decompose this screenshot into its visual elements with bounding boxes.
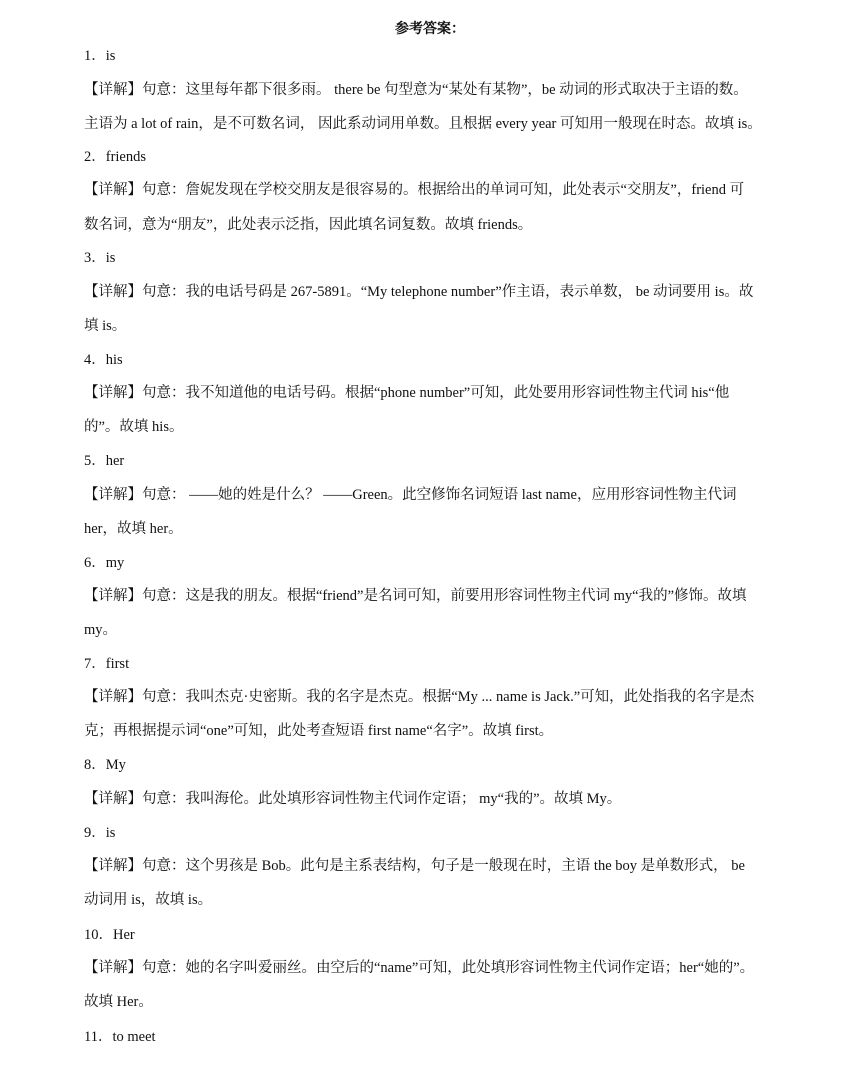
answer-line: 6．my [84,555,125,571]
answer-line: 7．first [84,656,130,672]
answer-line: 4．his [84,352,123,368]
answer-line: 9．is [84,825,116,841]
explanation-line: 【详解】句意：詹妮发现在学校交朋友是很容易的。根据给出的单词可知，此处表示“交朋友”，friend 可 [84,182,745,198]
explanation-line: 【详解】句意：她的名字叫爱丽丝。由空后的“name”可知，此处填形容词性物主代词作定语；her“她的”。 [84,960,755,976]
explanation-line: my。 [84,622,118,638]
answer-line: 1．is [84,48,116,64]
explanation-line: 克；再根据提示词“one”可知，此处考查短语 first name“名字”。故填 first。 [84,723,554,739]
explanation-line: 【详解】句意：我叫海伦。此处填形容词性物主代词作定语； my“我的”。故填 My。 [84,791,622,807]
explanation-line: 【详解】句意：我的电话号码是 267-5891。“My telephone number”作主语，表示单数， be 动词要用 is。故 [84,284,754,300]
answer-line: 3．is [84,250,116,266]
answer-line: 10．Her [84,927,135,943]
explanation-line: 数名词，意为“朋友”，此处表示泛指，因此填名词复数。故填 friends。 [84,217,533,233]
page-title: 参考答案： [395,21,465,37]
explanation-line: 动词用 is，故填 is。 [84,892,213,908]
explanation-line: 【详解】句意：我叫杰克·史密斯。我的名字是杰克。根据“My ... name is Jack.”可知，此处指我的名字是杰 [84,689,755,705]
answer-line: 5．her [84,453,125,469]
answer-line: 2．friends [84,149,147,165]
answer-line: 11．to meet [84,1029,156,1045]
explanation-line: her，故填 her。 [84,521,183,537]
explanation-line: 【详解】句意：这是我的朋友。根据“friend”是名词可知，前要用形容词性物主代词 my“我的”修饰。故填 [84,588,747,604]
explanation-line: 的”。故填 his。 [84,419,184,435]
explanation-line: 【详解】句意： ——她的姓是什么？ ——Green。此空修饰名词短语 last name，应用形容词性物主代词 [84,487,737,503]
explanation-line: 填 is。 [84,318,127,334]
explanation-line: 故填 Her。 [84,994,153,1010]
answer-line: 8．My [84,757,126,773]
explanation-line: 【详解】句意：这里每年都下很多雨。 there be 句型意为“某处有某物”，be 动词的形式取决于主语的数。 [84,82,748,98]
explanation-line: 主语为 a lot of rain，是不可数名词， 因此系动词用单数。且根据 every year 可知用一般现在时态。故填 is。 [84,116,762,132]
explanation-line: 【详解】句意：我不知道他的电话号码。根据“phone number”可知，此处要用形容词性物主代词 his“他 [84,385,730,401]
explanation-line: 【详解】句意：这个男孩是 Bob。此句是主系表结构，句子是一般现在时，主语 the boy 是单数形式， be [84,858,745,874]
